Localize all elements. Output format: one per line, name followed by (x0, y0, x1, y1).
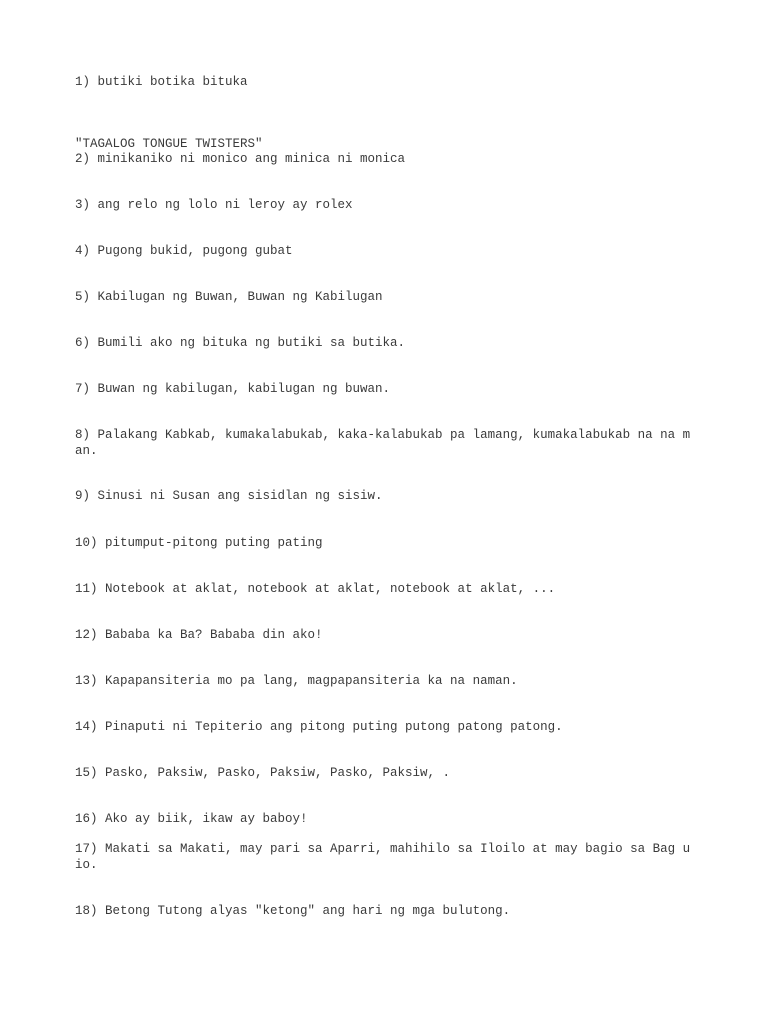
list-item: 7) Buwan ng kabilugan, kabilugan ng buwan. (75, 382, 391, 396)
list-item: 13) Kapapansiteria mo pa lang, magpapansiteria ka na naman. (75, 674, 518, 688)
list-item: 18) Betong Tutong alyas "ketong" ang hari ng mga bulutong. (75, 904, 511, 918)
list-item: 17) Makati sa Makati, may pari sa Aparri, mahihilo sa Iloilo at may bagio sa Bag uio. (75, 842, 691, 872)
document-heading: "TAGALOG TONGUE TWISTERS" (75, 137, 263, 151)
list-item: 16) Ako ay biik, ikaw ay baboy! (75, 812, 308, 826)
list-item: 10) pitumput-pitong puting pating (75, 536, 323, 550)
list-item: 11) Notebook at aklat, notebook at aklat, notebook at aklat, ... (75, 582, 556, 596)
list-item: 9) Sinusi ni Susan ang sisidlan ng sisiw. (75, 489, 383, 503)
list-item: 12) Bababa ka Ba? Bababa din ako! (75, 628, 323, 642)
list-item: 14) Pinaputi ni Tepiterio ang pitong puting putong patong patong. (75, 720, 563, 734)
list-item: 6) Bumili ako ng bituka ng butiki sa butika. (75, 336, 406, 350)
list-item: 15) Pasko, Paksiw, Pasko, Paksiw, Pasko, Paksiw, . (75, 766, 451, 780)
list-item: 2) minikaniko ni monico ang minica ni monica (75, 152, 406, 166)
list-item: 3) ang relo ng lolo ni leroy ay rolex (75, 198, 353, 212)
list-item: 4) Pugong bukid, pugong gubat (75, 244, 293, 258)
intro-line: 1) butiki botika bituka (75, 75, 248, 89)
list-item: 5) Kabilugan ng Buwan, Buwan ng Kabilugan (75, 290, 383, 304)
list-item: 8) Palakang Kabkab, kumakalabukab, kaka-kalabukab pa lamang, kumakalabukab na na man. (75, 428, 691, 458)
